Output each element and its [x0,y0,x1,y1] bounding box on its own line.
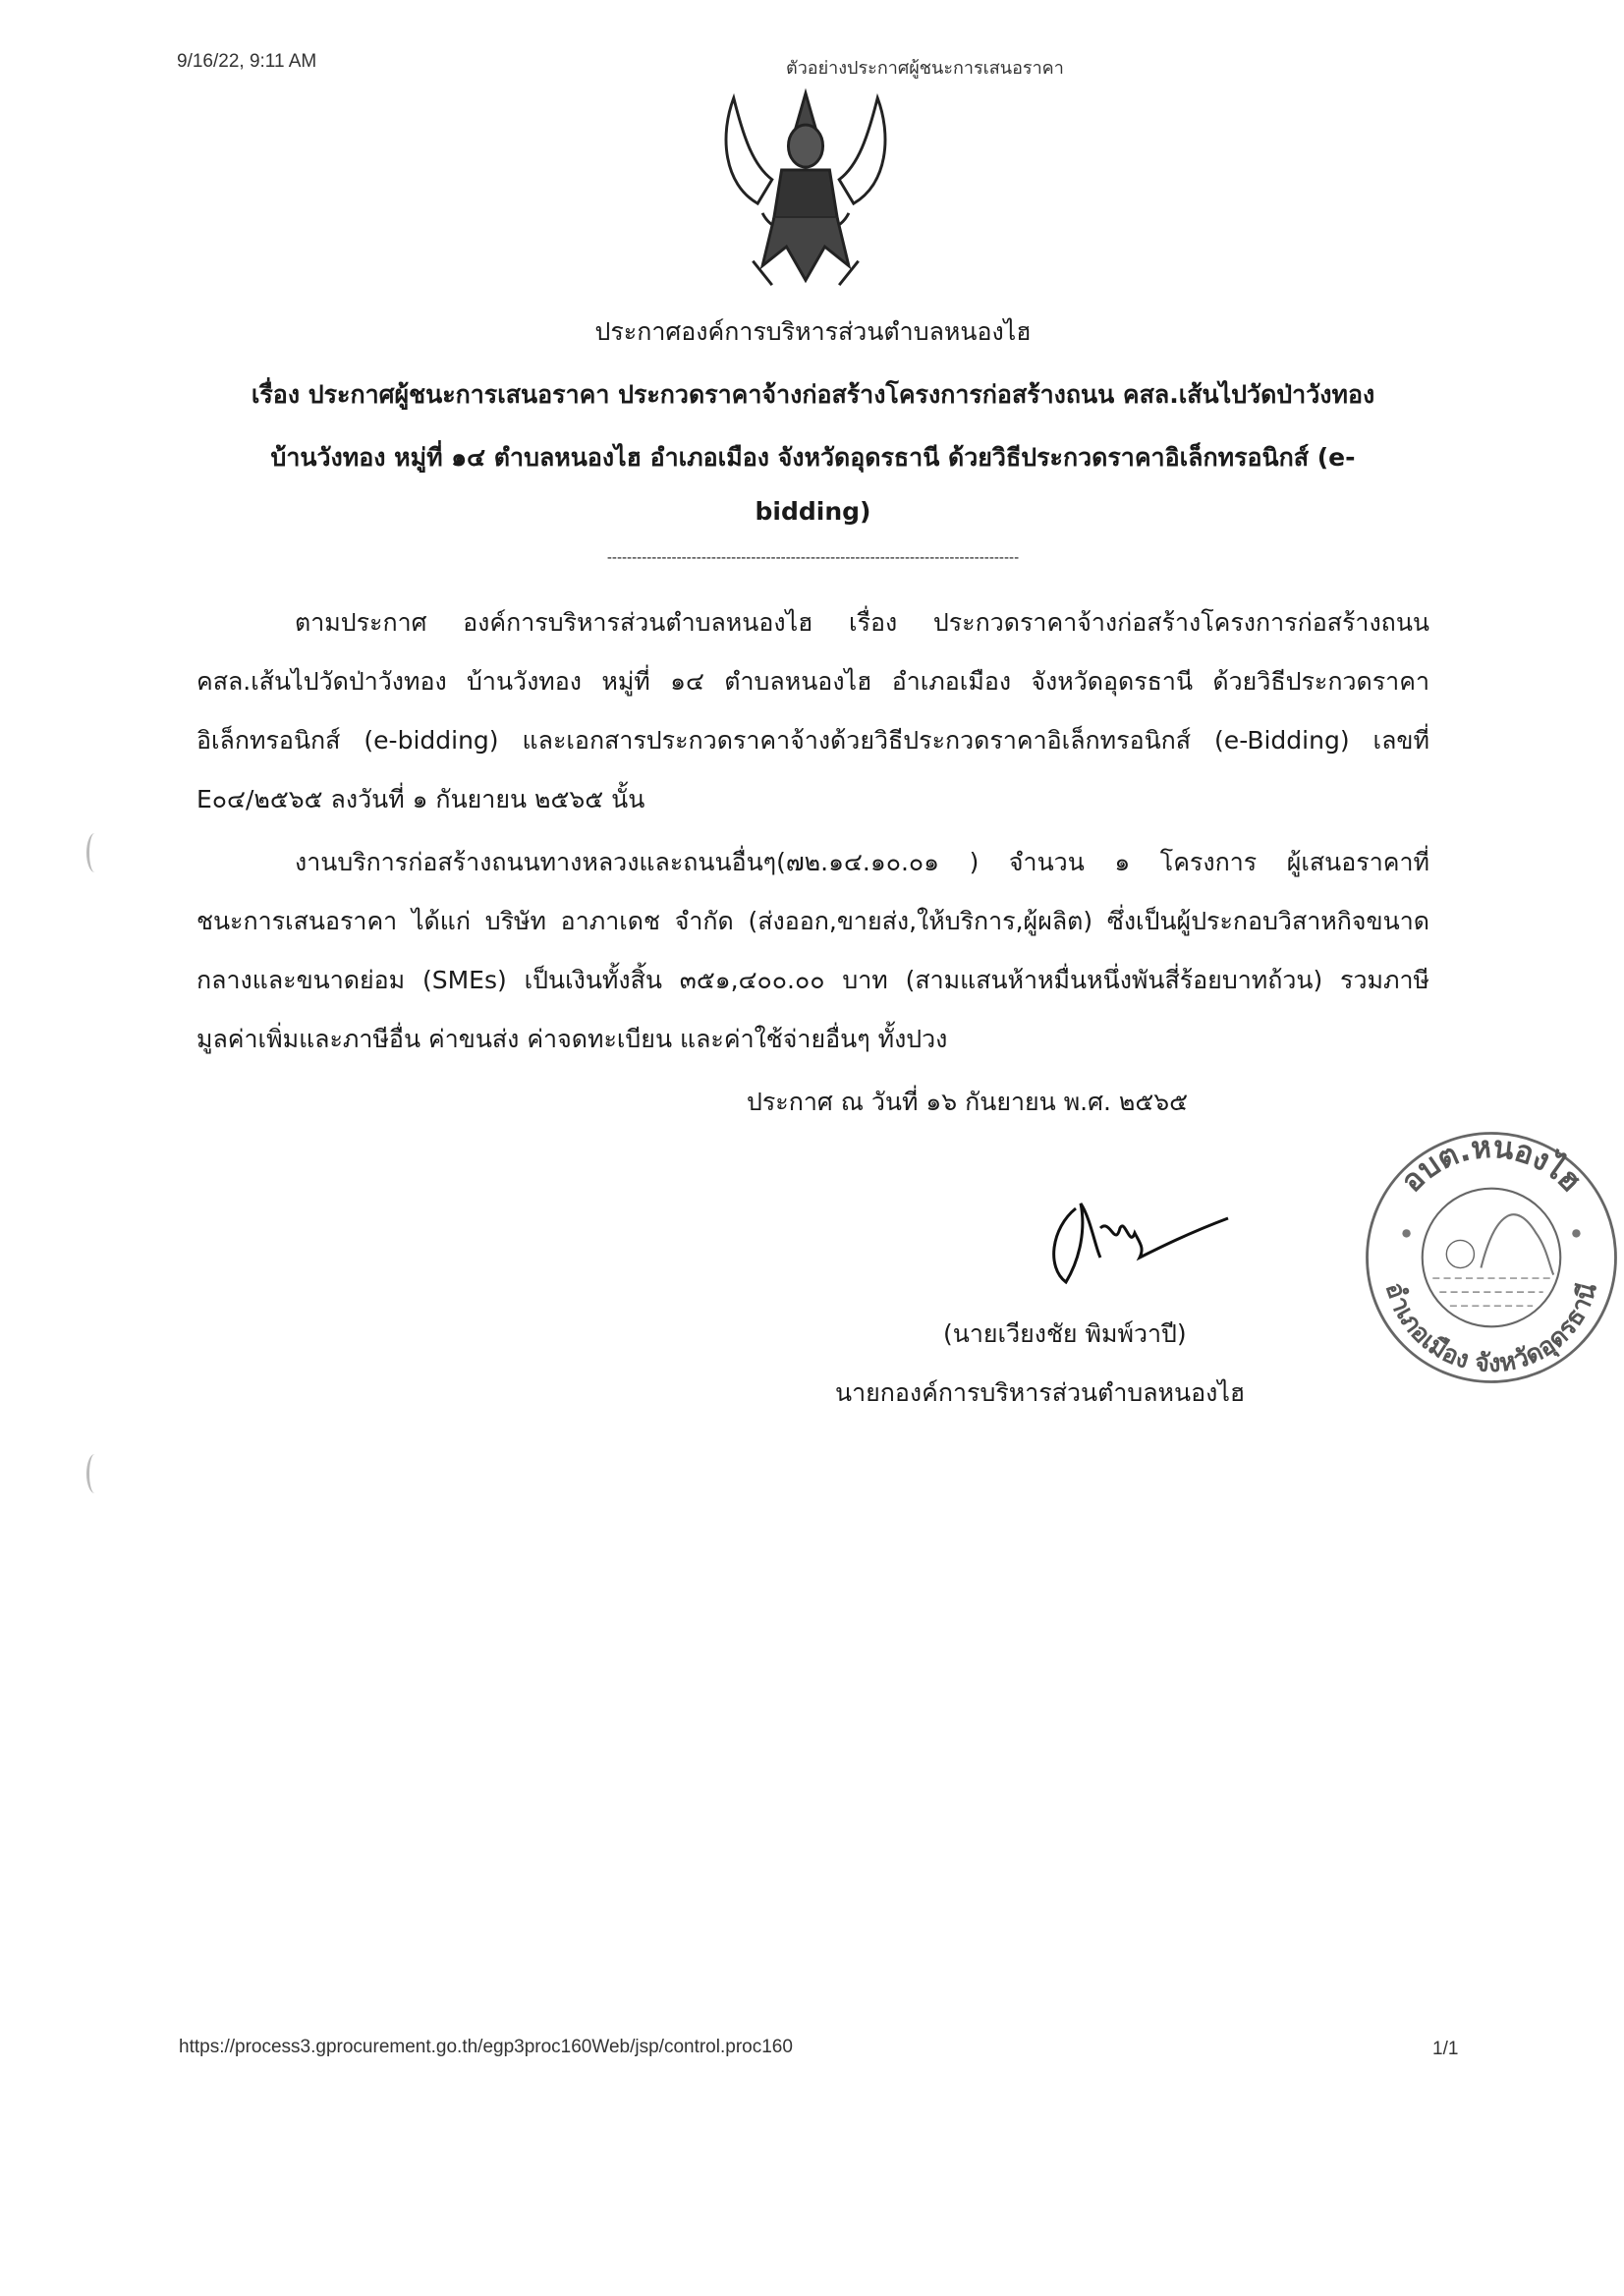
stamp-bottom-text: อำเภอเมือง จังหวัดอุดรธานี [1379,1278,1602,1378]
divider: ----------------------------------------------------------------------------------- [606,550,1020,566]
paragraph2-line: ชนะการเสนอราคา ได้แก่ บริษัท อาภาเดช จำกัด (ส่งออก,ขายส่ง,ให้บริการ,ผู้ผลิต) ซึ่งเป็นผู้ประกอบวิสาหกิจขนาด [196,907,1429,935]
paragraph1-line: ตามประกาศ องค์การบริหารส่วนตำบลหนองไฮ เรื่อง ประกวดราคาจ้างก่อสร้างโครงการก่อสร้างถนน [295,608,1429,637]
subject-line-1: เรื่อง ประกาศผู้ชนะการเสนอราคา ประกวดราคาจ้างก่อสร้างโครงการก่อสร้างถนน คสล.เส้นไปวัดป่าวังทอง [251,380,1375,409]
announcement-date: ประกาศ ณ วันที่ ๑๖ กันยายน พ.ศ. ๒๕๖๕ [747,1088,1189,1116]
signer-title: นายกองค์การบริหารส่วนตำบลหนองไฮ [835,1378,1246,1407]
paragraph1-line: E๐๔/๒๕๖๕ ลงวันที่ ๑ กันยายน ๒๕๖๕ นั้น [196,785,645,813]
scan-mark [86,1454,103,1493]
paragraph2-line: กลางและขนาดย่อม (SMEs) เป็นเงินทั้งสิ้น ๓๕๑,๔๐๐.๐๐ บาท (สามแสนห้าหมื่นหนึ่งพันสี่ร้อยบาทถ้วน) รวมภาษี [196,966,1429,994]
signer-name: (นายเวียงชัย พิมพ์วาปี) [943,1319,1187,1348]
print-footer-page-count: 1/1 [1432,2039,1459,2059]
paragraph1-line: อิเล็กทรอนิกส์ (e-bidding) และเอกสารประกวดราคาจ้างด้วยวิธีประกวดราคาอิเล็กทรอนิกส์ (e-Bidding) เลขที่ [196,726,1429,755]
print-footer-url: https://process3.gprocurement.go.th/egp3proc160Web/jsp/control.proc160 [179,2037,793,2057]
paragraph2-line: มูลค่าเพิ่มและภาษีอื่น ค่าขนส่ง ค่าจดทะเบียน และค่าใช้จ่ายอื่นๆ ทั้งปวง [196,1025,948,1053]
paragraph1-line: คสล.เส้นไปวัดป่าวังทอง บ้านวังทอง หมู่ที่ ๑๔ ตำบลหนองไฮ อำเภอเมือง จังหวัดอุดรธานี ด้วยวิธีประกวดราคา [196,667,1429,696]
signature [1041,1189,1238,1297]
subject-line-2: บ้านวังทอง หมู่ที่ ๑๔ ตำบลหนองไฮ อำเภอเมือง จังหวัดอุดรธานี ด้วยวิธีประกวดราคาอิเล็กทรอนิกส์ (e- [270,443,1356,472]
stamp-top-text: อบต.หนองไฮ [1394,1130,1589,1200]
paragraph2-line: งานบริการก่อสร้างถนนทางหลวงและถนนอื่นๆ(๗๒.๑๔.๑๐.๐๑ ) จำนวน ๑ โครงการ ผู้เสนอราคาที่ [295,848,1429,876]
official-stamp [1364,1130,1619,1385]
announcement-issuer: ประกาศองค์การบริหารส่วนตำบลหนองไฮ [594,317,1032,346]
print-page-title: ตัวอย่างประกาศผู้ชนะการเสนอราคา [786,58,1064,79]
garuda-emblem-icon [712,88,899,290]
print-timestamp: 9/16/22, 9:11 AM [177,51,317,72]
svg-text:อำเภอเมือง จังหวัดอุดรธานี [1380,1278,1602,1377]
subject-line-3: bidding) [755,497,871,526]
scan-mark [86,833,103,872]
